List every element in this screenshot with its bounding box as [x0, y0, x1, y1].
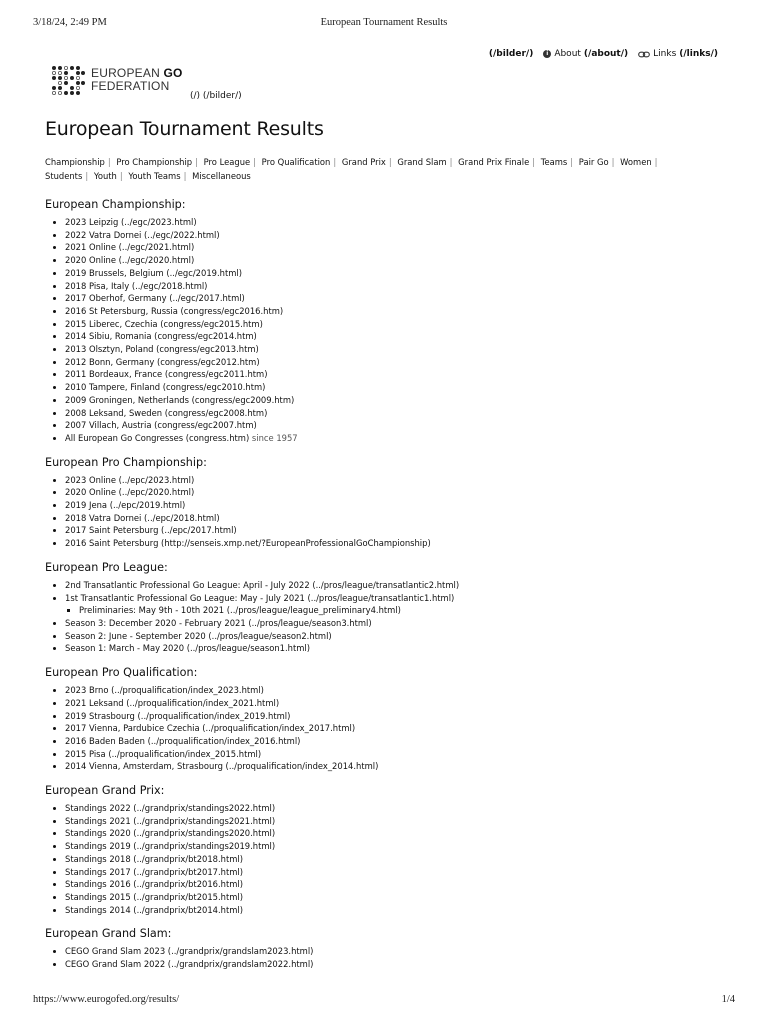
list-item [65, 684, 725, 697]
result-link[interactable]: 2023 Online (../epc/2023.html) [65, 474, 195, 485]
category-link[interactable]: Grand Slam [397, 157, 447, 167]
result-link[interactable]: 2016 Baden Baden (../proqualification/index_2016.html) [65, 735, 301, 746]
result-link[interactable]: 2020 Online (../egc/2020.html) [65, 255, 195, 266]
results-list [45, 474, 725, 550]
category-link[interactable]: Grand Prix [341, 157, 386, 167]
separator: | [532, 157, 536, 167]
result-link[interactable]: 2nd Transatlantic Professional Go League: April - July 2022 (../pros/league/transatlantic2.html) [65, 579, 460, 590]
section-heading: European Pro Qualification: [45, 666, 198, 680]
list-item [65, 722, 725, 735]
result-link[interactable]: 2017 Vienna, Pardubice Czechia (../proqualification/index_2017.html) [65, 723, 356, 734]
separator: | [107, 157, 111, 167]
list-item [65, 241, 725, 254]
category-link[interactable]: Pair Go [578, 157, 609, 167]
list-item [65, 748, 725, 761]
list-item [65, 537, 725, 550]
result-link[interactable]: 2017 Oberhof, Germany (../egc/2017.html) [65, 293, 245, 304]
separator: | [654, 157, 658, 167]
list-item [65, 216, 725, 229]
result-link[interactable]: Standings 2016 (../grandprix/bt2016.html) [65, 879, 244, 890]
results-list [45, 945, 725, 970]
print-page-number: 1/4 [721, 994, 735, 1005]
result-link[interactable]: 2016 St Petersburg, Russia (congress/egc2016.htm) [65, 305, 284, 316]
chain-link-icon [638, 51, 650, 58]
result-link[interactable]: CEGO Grand Slam 2023 (../grandprix/grandslam2023.html) [65, 946, 314, 957]
result-link[interactable]: 2023 Leipzig (../egc/2023.html) [65, 217, 197, 227]
result-link[interactable]: 2017 Saint Petersburg (../epc/2017.html) [65, 525, 237, 536]
result-link[interactable]: All European Go Congresses (congress.htm) [65, 432, 250, 443]
result-link[interactable]: 2023 Brno (../proqualification/index_2023.html) [65, 685, 264, 696]
result-link[interactable]: Standings 2018 (../grandprix/bt2018.html) [65, 853, 244, 864]
list-item [65, 630, 725, 643]
results-list [45, 802, 725, 916]
category-link[interactable]: Youth Teams [128, 170, 181, 181]
result-link[interactable]: 2012 Bonn, Germany (congress/egc2012.htm) [65, 356, 260, 367]
separator: | [570, 157, 574, 167]
links-label: Links [653, 49, 677, 59]
links-url: (/links/) [679, 49, 718, 59]
list-item [65, 305, 725, 318]
category-link[interactable]: Pro Championship [116, 157, 193, 167]
result-link[interactable]: 2021 Leksand (../proqualification/index_2021.html) [65, 697, 280, 708]
list-item [65, 499, 725, 512]
list-item [65, 318, 725, 331]
list-item [65, 642, 725, 655]
list-item [65, 815, 725, 828]
list-item [65, 474, 725, 487]
section-heading: European Grand Slam: [45, 927, 172, 941]
result-link[interactable]: 2019 Strasbourg (../proqualification/index_2019.html) [65, 710, 291, 721]
section-heading: European Pro League: [45, 560, 168, 574]
result-link[interactable]: Standings 2020 (../grandprix/standings2020.html) [65, 828, 276, 839]
result-link[interactable]: Standings 2014 (../grandprix/bt2014.html) [65, 904, 244, 915]
result-link[interactable]: 2009 Groningen, Netherlands (congress/egc2009.htm) [65, 394, 295, 405]
result-link[interactable]: 2010 Tampere, Finland (congress/egc2010.htm) [65, 382, 266, 393]
result-link[interactable]: 2021 Online (../egc/2021.html) [65, 242, 195, 253]
list-item [65, 432, 725, 445]
list-item [65, 356, 725, 369]
print-footer [33, 994, 735, 1008]
list-item [65, 254, 725, 267]
list-item [65, 840, 725, 853]
links-link[interactable] [638, 49, 718, 59]
result-link[interactable]: Standings 2022 (../grandprix/standings2022.html) [65, 803, 276, 814]
category-link[interactable]: Pro Qualification [261, 157, 331, 167]
category-link[interactable]: Pro League [203, 157, 251, 167]
results-section [45, 198, 725, 445]
print-datetime: 3/18/24, 2:49 PM [33, 17, 107, 28]
result-link[interactable]: Season 1: March - May 2020 (../pros/league/season1.html) [65, 643, 310, 654]
list-item [65, 853, 725, 866]
result-link[interactable]: Standings 2017 (../grandprix/bt2017.html) [65, 866, 244, 877]
category-link[interactable]: Youth [93, 170, 117, 181]
separator: | [183, 170, 187, 181]
section-heading: European Grand Prix: [45, 784, 165, 798]
result-link[interactable]: 2015 Liberec, Czechia (congress/egc2015.htm) [65, 318, 263, 329]
list-item [65, 904, 725, 917]
category-link[interactable]: Students [45, 170, 83, 181]
result-link[interactable]: 2019 Jena (../epc/2019.html) [65, 500, 186, 511]
logo-wordmark: EUROPEAN GO FEDERATION [91, 66, 183, 93]
result-link[interactable]: 2018 Pisa, Italy (../egc/2018.html) [65, 280, 208, 291]
about-url: (/about/) [583, 49, 629, 59]
list-item [65, 512, 725, 525]
about-link[interactable] [543, 49, 628, 59]
separator: | [333, 157, 337, 167]
result-link[interactable]: 2020 Online (../epc/2020.html) [65, 487, 195, 498]
go-stones-logo-icon [51, 64, 85, 98]
category-link[interactable]: Women [620, 157, 652, 167]
bilder-link[interactable]: (/bilder/) [488, 49, 534, 59]
list-item [65, 343, 725, 356]
category-navigation [45, 156, 705, 183]
section-heading: European Championship: [45, 198, 186, 211]
result-link[interactable]: 2013 Olsztyn, Poland (congress/egc2013.htm) [65, 344, 259, 355]
list-item [65, 697, 725, 710]
list-item [65, 524, 725, 537]
sub-list-item[interactable]: ▪ Preliminaries: May 9th - 10th 2021 (../pros/league/league_preliminary4.html) [79, 604, 725, 617]
list-item [65, 802, 725, 815]
list-item [65, 419, 725, 432]
category-link[interactable]: Championship [45, 157, 105, 167]
list-item [65, 891, 725, 904]
list-item [65, 617, 725, 630]
result-link[interactable]: 2022 Vatra Dornei (../egc/2022.html) [65, 229, 220, 240]
list-item [65, 394, 725, 407]
results-section [45, 927, 725, 970]
results-section [45, 784, 725, 916]
separator: | [85, 170, 89, 181]
info-icon: i [543, 50, 551, 58]
list-item [65, 280, 725, 293]
category-link[interactable]: Miscellaneous [192, 170, 251, 181]
result-link[interactable]: 2016 Saint Petersburg (http://senseis.xmp.net/?EuropeanProfessionalGoChampionship) [65, 538, 431, 549]
list-item [65, 735, 725, 748]
egf-logo[interactable] [51, 64, 191, 100]
print-url: https://www.eurogofed.org/results/ [33, 994, 180, 1005]
result-link[interactable]: 2011 Bordeaux, France (congress/egc2011.htm) [65, 369, 268, 380]
result-link[interactable]: 2014 Vienna, Amsterdam, Strasbourg (../proqualification/index_2014.html) [65, 761, 379, 772]
results-list [45, 684, 725, 773]
page-title: European Tournament Results [45, 118, 324, 140]
result-link[interactable]: Standings 2019 (../grandprix/standings2019.html) [65, 841, 276, 852]
result-link[interactable]: 2007 Villach, Austria (congress/egc2007.htm) [65, 420, 257, 431]
list-item [65, 878, 725, 891]
result-link[interactable]: 2018 Vatra Dornei (../epc/2018.html) [65, 512, 220, 523]
item-note: since 1957 [249, 432, 298, 443]
results-section [45, 561, 725, 655]
separator: | [195, 157, 198, 167]
list-item [65, 292, 725, 305]
separator: | [253, 157, 256, 167]
separator: | [449, 157, 453, 167]
top-navigation [489, 49, 718, 59]
list-item [65, 330, 725, 343]
list-item [65, 579, 725, 592]
result-link[interactable]: Standings 2015 (../grandprix/bt2015.html) [65, 891, 244, 902]
list-item [65, 710, 725, 723]
category-link[interactable]: Grand Prix Finale [458, 157, 530, 167]
result-link[interactable]: 2019 Brussels, Belgium (../egc/2019.html) [65, 267, 242, 278]
sub-list [65, 604, 725, 617]
result-link[interactable]: Standings 2021 (../grandprix/standings2021.html) [65, 815, 276, 826]
list-item [65, 592, 725, 617]
list-item [65, 267, 725, 280]
list-item [65, 760, 725, 773]
list-item [65, 368, 725, 381]
separator: | [119, 170, 123, 181]
result-link[interactable]: Season 2: June - September 2020 (../pros/league/season2.html) [65, 630, 332, 641]
results-section [45, 666, 725, 773]
result-link[interactable]: CEGO Grand Slam 2022 (../grandprix/grandslam2022.html) [65, 959, 314, 970]
result-link[interactable]: 2015 Pisa (../proqualification/index_2015.html) [65, 748, 262, 759]
about-label: About [554, 49, 581, 59]
list-item [65, 945, 725, 958]
separator: | [611, 157, 615, 167]
list-item [65, 407, 725, 420]
result-link[interactable]: 2008 Leksand, Sweden (congress/egc2008.htm) [65, 407, 268, 418]
category-link[interactable]: Teams [540, 157, 568, 167]
list-item [65, 827, 725, 840]
results-section [45, 456, 725, 550]
results-content [45, 198, 725, 982]
result-link[interactable]: 2014 Sibiu, Romania (congress/egc2014.htm) [65, 331, 257, 342]
list-item [65, 229, 725, 242]
list-item [65, 866, 725, 879]
result-link[interactable]: 1st Transatlantic Professional Go League: May - July 2021 (../pros/league/transatlantic1.html) [65, 592, 455, 603]
list-item [65, 381, 725, 394]
logo-links[interactable]: (/) (/bilder/) [190, 91, 242, 101]
results-list [45, 579, 725, 655]
results-list [45, 216, 725, 445]
list-item [65, 486, 725, 499]
print-header [33, 17, 735, 31]
list-item [65, 958, 725, 971]
section-heading: European Pro Championship: [45, 455, 207, 469]
separator: | [388, 157, 392, 167]
print-doc-title: European Tournament Results [320, 17, 448, 28]
result-link[interactable]: Season 3: December 2020 - February 2021 (../pros/league/season3.html) [65, 617, 372, 628]
